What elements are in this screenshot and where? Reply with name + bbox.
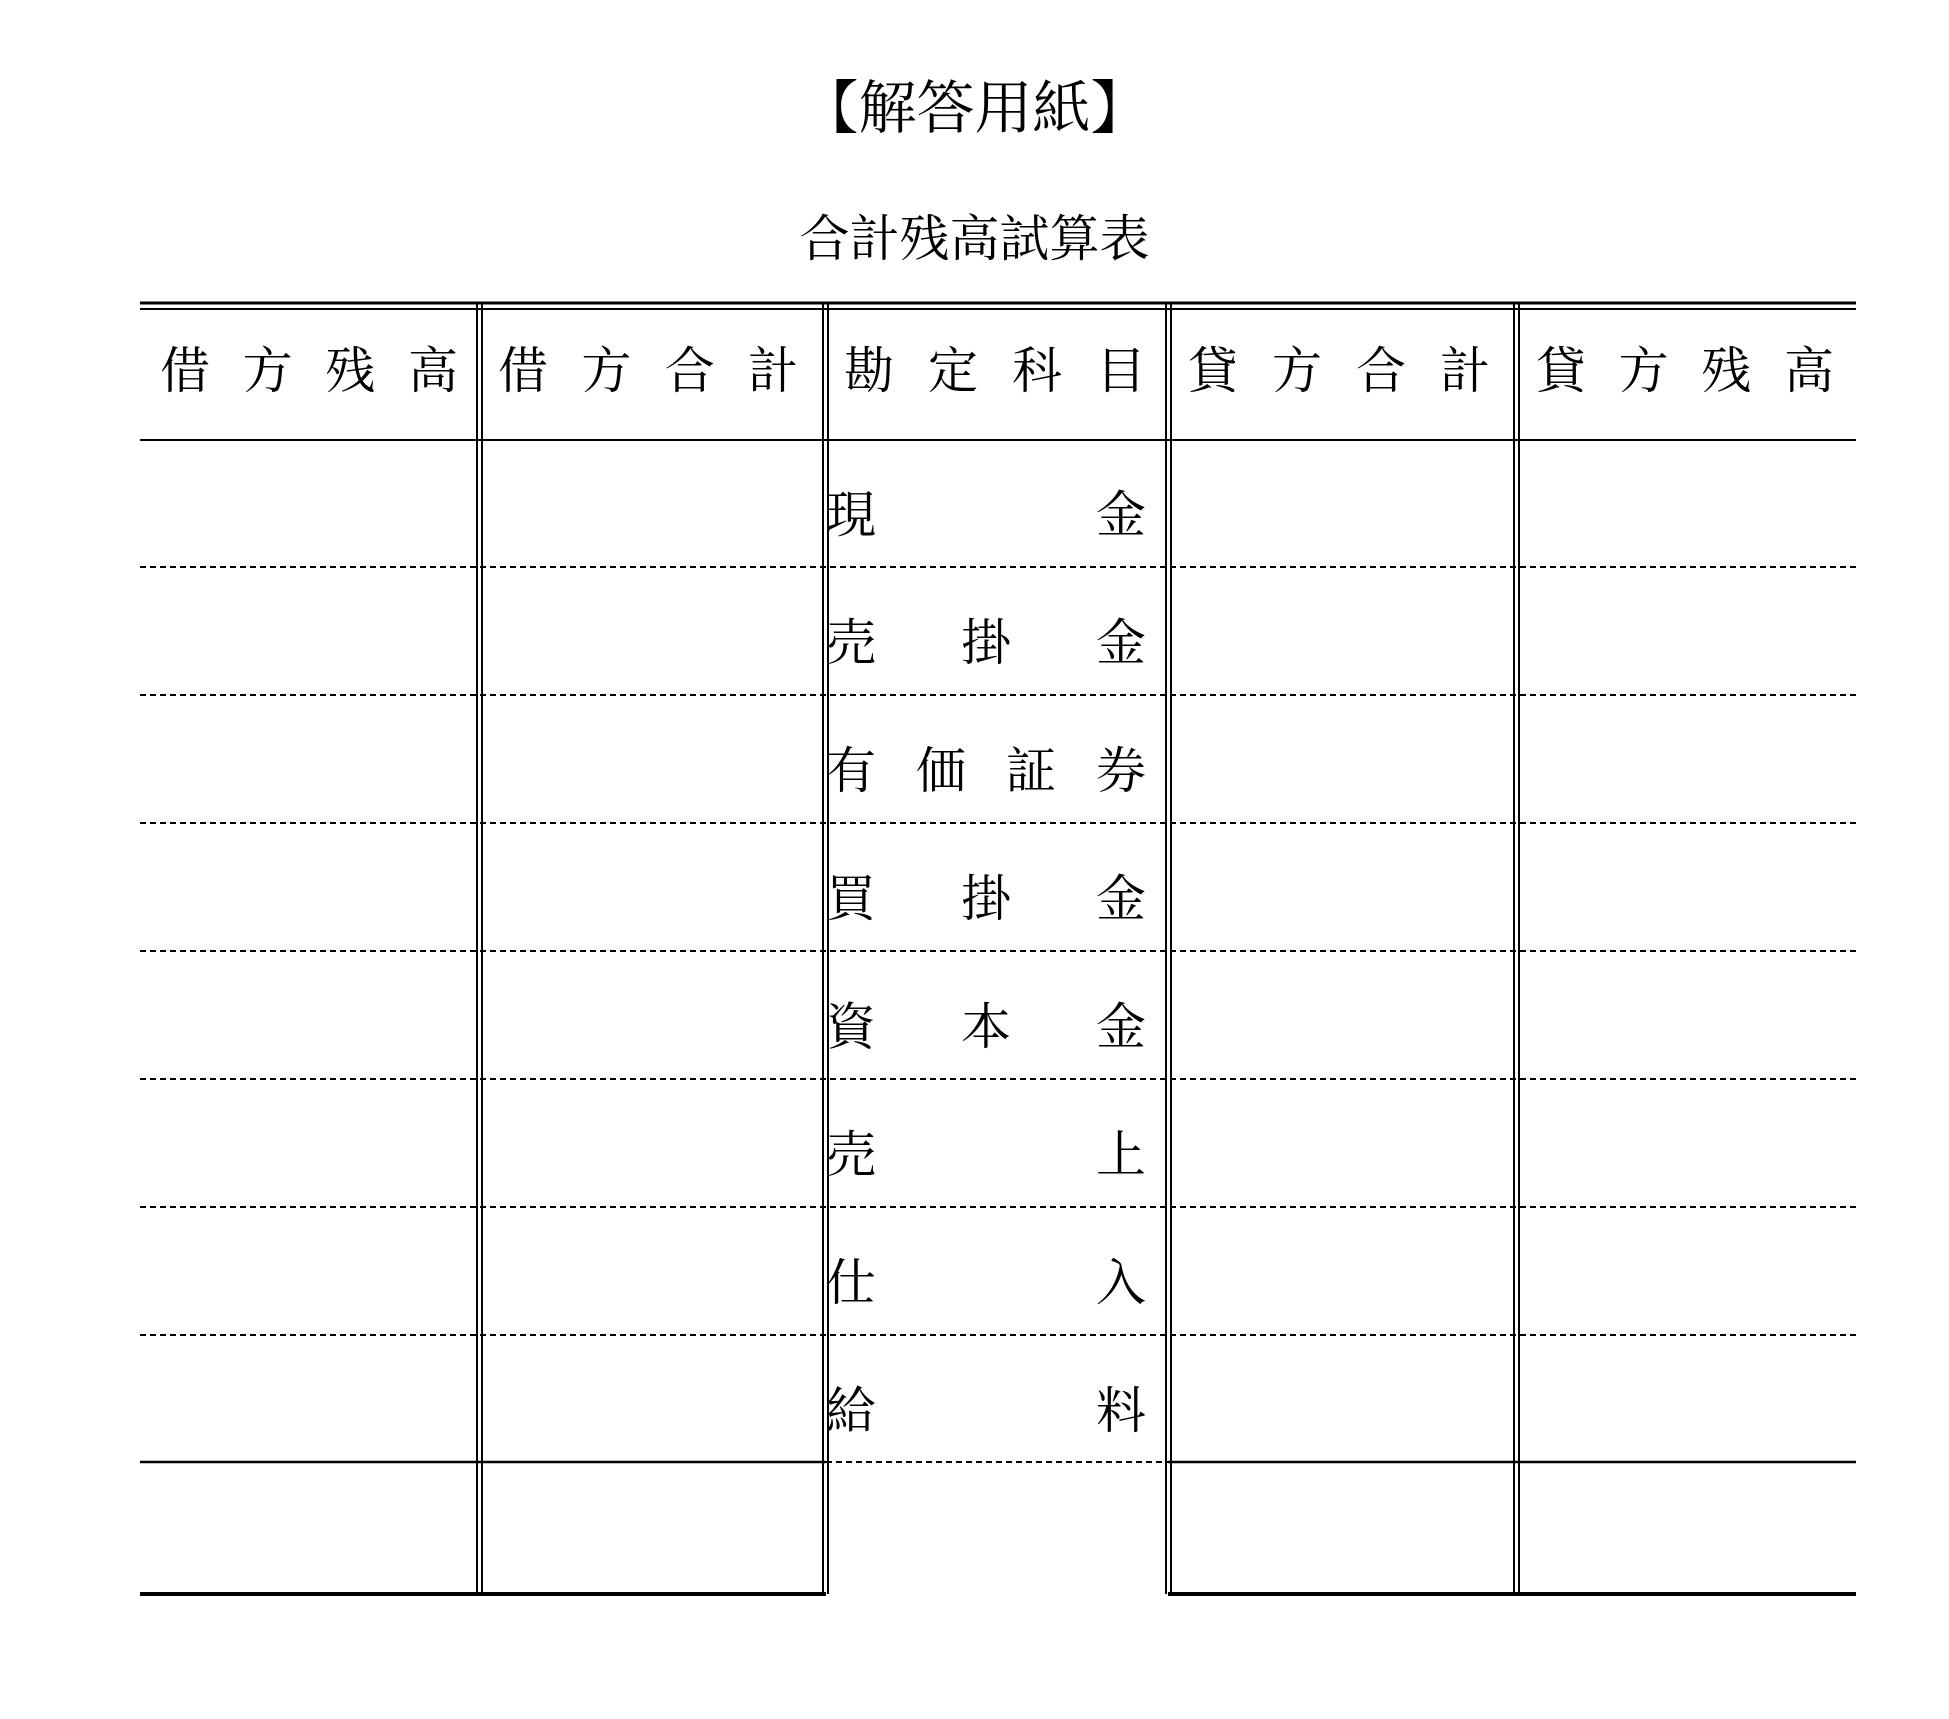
header-char: 方 xyxy=(242,342,293,400)
account-char: 券 xyxy=(1096,742,1146,800)
credit-balance-column[interactable] xyxy=(1521,442,1854,1592)
header-debit-total xyxy=(498,302,798,432)
account-char: 現 xyxy=(826,486,876,544)
account-char: 金 xyxy=(1096,998,1146,1056)
table-title: 合計残高試算表 xyxy=(799,210,1150,268)
header-char: 方 xyxy=(1272,342,1322,400)
debit-balance-column[interactable] xyxy=(142,442,475,1592)
account-accounts-payable xyxy=(826,832,1146,958)
header-credit-total xyxy=(1188,302,1490,432)
account-capital xyxy=(826,960,1146,1086)
credit-total-column[interactable] xyxy=(1173,442,1512,1592)
account-char: 有 xyxy=(826,742,876,800)
header-char: 高 xyxy=(407,342,458,400)
header-char: 残 xyxy=(325,342,376,400)
header-char: 合 xyxy=(1356,342,1406,400)
account-sales xyxy=(826,1088,1146,1214)
header-char: 残 xyxy=(1701,342,1752,400)
header-char: 貸 xyxy=(1536,342,1586,400)
header-char: 高 xyxy=(1783,342,1834,400)
header-char: 計 xyxy=(1440,342,1490,400)
header-char: 方 xyxy=(1618,342,1669,400)
header-char: 借 xyxy=(498,342,548,400)
account-purchases xyxy=(826,1216,1146,1342)
account-char: 料 xyxy=(1096,1382,1146,1440)
account-char: 資 xyxy=(826,998,876,1056)
account-accounts-receivable xyxy=(826,576,1146,702)
header-char: 合 xyxy=(664,342,715,400)
header-char: 科 xyxy=(1012,342,1062,400)
header-credit-balance xyxy=(1536,302,1834,432)
header-char: 方 xyxy=(581,342,632,400)
account-char: 掛 xyxy=(961,614,1011,672)
account-char: 買 xyxy=(826,870,876,928)
header-char: 目 xyxy=(1096,342,1146,400)
account-salaries xyxy=(826,1344,1146,1470)
header-char: 勘 xyxy=(844,342,894,400)
account-char: 金 xyxy=(1096,486,1146,544)
debit-total-column[interactable] xyxy=(484,442,821,1592)
account-char: 入 xyxy=(1096,1254,1146,1312)
account-char: 売 xyxy=(826,1126,876,1184)
header-char: 貸 xyxy=(1188,342,1238,400)
header-debit-balance xyxy=(160,302,458,432)
account-char: 給 xyxy=(826,1382,876,1440)
header-account-title xyxy=(844,302,1146,432)
header-char: 計 xyxy=(747,342,798,400)
account-char: 上 xyxy=(1096,1126,1146,1184)
account-char: 掛 xyxy=(961,870,1011,928)
account-char: 価 xyxy=(916,742,966,800)
account-char: 金 xyxy=(1096,614,1146,672)
page-title: 【解答用紙】 xyxy=(800,74,1149,142)
account-securities xyxy=(826,704,1146,830)
account-char: 金 xyxy=(1096,870,1146,928)
account-char: 売 xyxy=(826,614,876,672)
account-char: 本 xyxy=(961,998,1011,1056)
header-char: 借 xyxy=(160,342,210,400)
account-char: 仕 xyxy=(826,1254,876,1312)
account-char: 証 xyxy=(1006,742,1056,800)
header-char: 定 xyxy=(928,342,978,400)
account-cash xyxy=(826,448,1146,574)
